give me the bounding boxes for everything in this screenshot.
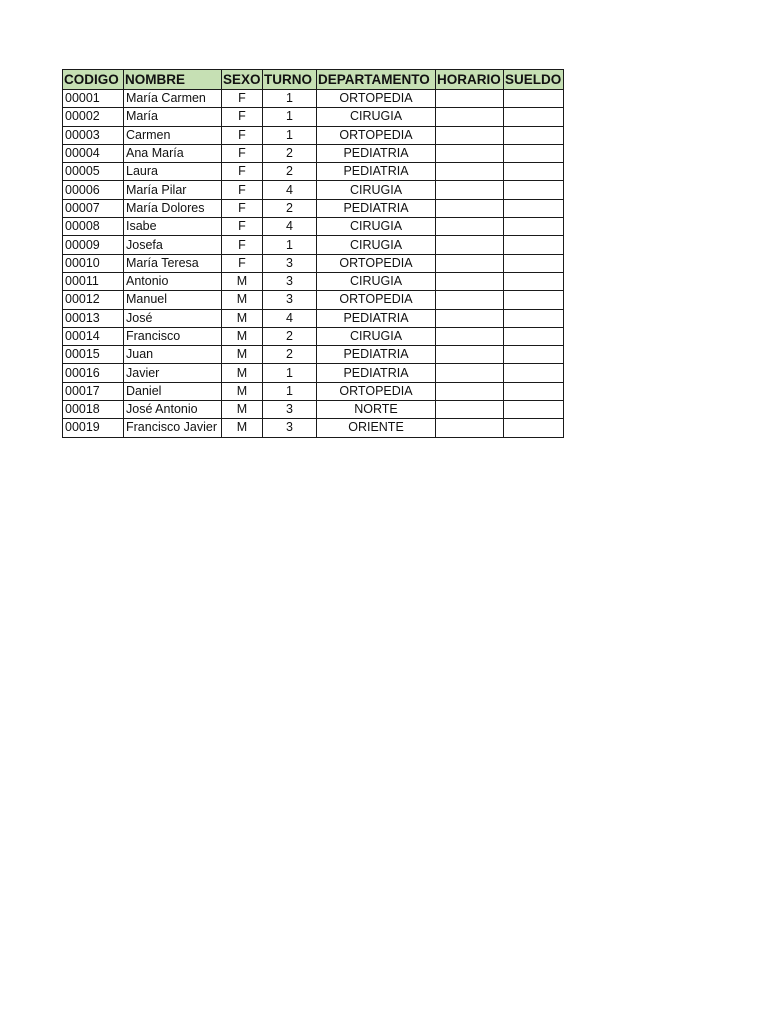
cell-departamento[interactable]: PEDIATRIA [317, 346, 436, 364]
column-header-nombre[interactable]: NOMBRE [124, 70, 222, 90]
cell-codigo[interactable]: 00019 [63, 419, 124, 437]
cell-codigo[interactable]: 00017 [63, 382, 124, 400]
cell-horario[interactable] [436, 163, 504, 181]
cell-turno[interactable]: 2 [263, 327, 317, 345]
cell-sueldo[interactable] [504, 126, 564, 144]
cell-sexo[interactable]: M [222, 419, 263, 437]
cell-codigo[interactable]: 00006 [63, 181, 124, 199]
table-row [63, 236, 564, 254]
cell-turno[interactable]: 3 [263, 419, 317, 437]
cell-horario[interactable] [436, 236, 504, 254]
cell-horario[interactable] [436, 126, 504, 144]
cell-sueldo[interactable] [504, 163, 564, 181]
cell-turno[interactable]: 3 [263, 254, 317, 272]
cell-departamento[interactable]: CIRUGIA [317, 236, 436, 254]
cell-departamento[interactable]: PEDIATRIA [317, 309, 436, 327]
cell-codigo[interactable]: 00013 [63, 309, 124, 327]
cell-sueldo[interactable] [504, 144, 564, 162]
cell-sueldo[interactable] [504, 199, 564, 217]
cell-nombre[interactable]: Ana María [124, 144, 222, 162]
table-row [63, 254, 564, 272]
cell-turno[interactable]: 3 [263, 401, 317, 419]
table-row [63, 346, 564, 364]
cell-departamento[interactable]: CIRUGIA [317, 272, 436, 290]
cell-horario[interactable] [436, 291, 504, 309]
cell-nombre[interactable]: Juan [124, 346, 222, 364]
cell-horario[interactable] [436, 309, 504, 327]
cell-departamento[interactable]: CIRUGIA [317, 108, 436, 126]
table-row [63, 199, 564, 217]
cell-nombre[interactable]: María Pilar [124, 181, 222, 199]
table-row [63, 327, 564, 345]
cell-sueldo[interactable] [504, 401, 564, 419]
cell-turno[interactable]: 1 [263, 382, 317, 400]
table-body [63, 90, 564, 438]
table-row [63, 108, 564, 126]
cell-nombre[interactable]: Francisco [124, 327, 222, 345]
table-row [63, 419, 564, 437]
cell-codigo[interactable]: 00012 [63, 291, 124, 309]
cell-sueldo[interactable] [504, 236, 564, 254]
cell-sexo[interactable]: M [222, 401, 263, 419]
cell-sueldo[interactable] [504, 218, 564, 236]
table-row [63, 163, 564, 181]
cell-horario[interactable] [436, 419, 504, 437]
cell-turno[interactable]: 1 [263, 236, 317, 254]
cell-turno[interactable]: 2 [263, 163, 317, 181]
cell-sexo[interactable]: F [222, 181, 263, 199]
table-row [63, 364, 564, 382]
cell-horario[interactable] [436, 218, 504, 236]
cell-sexo[interactable]: F [222, 254, 263, 272]
cell-codigo[interactable]: 00010 [63, 254, 124, 272]
table-row [63, 90, 564, 108]
cell-departamento[interactable]: CIRUGIA [317, 218, 436, 236]
cell-horario[interactable] [436, 346, 504, 364]
table-row [63, 291, 564, 309]
cell-codigo[interactable]: 00008 [63, 218, 124, 236]
cell-nombre[interactable]: Javier [124, 364, 222, 382]
cell-sexo[interactable]: M [222, 327, 263, 345]
cell-sueldo[interactable] [504, 181, 564, 199]
cell-codigo[interactable]: 00003 [63, 126, 124, 144]
cell-codigo[interactable]: 00009 [63, 236, 124, 254]
table-row [63, 272, 564, 290]
cell-turno[interactable]: 4 [263, 218, 317, 236]
cell-codigo[interactable]: 00004 [63, 144, 124, 162]
cell-horario[interactable] [436, 272, 504, 290]
cell-sexo[interactable]: F [222, 144, 263, 162]
cell-turno[interactable]: 1 [263, 364, 317, 382]
cell-sexo[interactable]: F [222, 199, 263, 217]
cell-nombre[interactable]: Francisco Javier [124, 419, 222, 437]
cell-nombre[interactable]: José Antonio [124, 401, 222, 419]
table-row [63, 144, 564, 162]
cell-codigo[interactable]: 00018 [63, 401, 124, 419]
cell-horario[interactable] [436, 90, 504, 108]
column-header-horario[interactable]: HORARIO [436, 70, 504, 90]
cell-horario[interactable] [436, 108, 504, 126]
cell-sexo[interactable]: F [222, 218, 263, 236]
cell-nombre[interactable]: Manuel [124, 291, 222, 309]
table-row [63, 126, 564, 144]
table-row [63, 218, 564, 236]
cell-sexo[interactable]: F [222, 90, 263, 108]
cell-sueldo[interactable] [504, 419, 564, 437]
cell-departamento[interactable]: ORTOPEDIA [317, 291, 436, 309]
column-header-sueldo[interactable]: SUELDO [504, 70, 564, 90]
cell-sueldo[interactable] [504, 364, 564, 382]
cell-nombre[interactable]: María [124, 108, 222, 126]
cell-turno[interactable]: 1 [263, 90, 317, 108]
cell-departamento[interactable]: ORTOPEDIA [317, 254, 436, 272]
cell-horario[interactable] [436, 327, 504, 345]
cell-sueldo[interactable] [504, 108, 564, 126]
cell-nombre[interactable]: Carmen [124, 126, 222, 144]
cell-departamento[interactable]: CIRUGIA [317, 181, 436, 199]
spreadsheet-sheet [62, 69, 564, 438]
cell-turno[interactable]: 1 [263, 126, 317, 144]
cell-codigo[interactable]: 00007 [63, 199, 124, 217]
cell-nombre[interactable]: José [124, 309, 222, 327]
cell-horario[interactable] [436, 199, 504, 217]
cell-sexo[interactable]: F [222, 163, 263, 181]
cell-sexo[interactable]: M [222, 382, 263, 400]
cell-codigo[interactable]: 00014 [63, 327, 124, 345]
cell-turno[interactable]: 2 [263, 346, 317, 364]
column-header-codigo[interactable]: CODIGO [63, 70, 124, 90]
cell-codigo[interactable]: 00002 [63, 108, 124, 126]
cell-sueldo[interactable] [504, 90, 564, 108]
cell-sueldo[interactable] [504, 309, 564, 327]
cell-turno[interactable]: 4 [263, 309, 317, 327]
cell-nombre[interactable]: María Teresa [124, 254, 222, 272]
cell-codigo[interactable]: 00011 [63, 272, 124, 290]
cell-codigo[interactable]: 00005 [63, 163, 124, 181]
cell-horario[interactable] [436, 254, 504, 272]
cell-departamento[interactable]: ORIENTE [317, 419, 436, 437]
cell-sexo[interactable]: M [222, 346, 263, 364]
cell-sexo[interactable]: M [222, 291, 263, 309]
employee-table [62, 69, 564, 438]
cell-sexo[interactable]: M [222, 309, 263, 327]
cell-turno[interactable]: 3 [263, 291, 317, 309]
cell-sueldo[interactable] [504, 254, 564, 272]
cell-nombre[interactable]: María Carmen [124, 90, 222, 108]
table-row [63, 401, 564, 419]
cell-horario[interactable] [436, 181, 504, 199]
cell-horario[interactable] [436, 401, 504, 419]
cell-turno[interactable]: 4 [263, 181, 317, 199]
cell-nombre[interactable]: Josefa [124, 236, 222, 254]
table-header-row [63, 70, 564, 90]
cell-departamento[interactable]: NORTE [317, 401, 436, 419]
cell-horario[interactable] [436, 144, 504, 162]
cell-sexo[interactable]: M [222, 272, 263, 290]
cell-sueldo[interactable] [504, 382, 564, 400]
cell-horario[interactable] [436, 364, 504, 382]
cell-sueldo[interactable] [504, 327, 564, 345]
cell-codigo[interactable]: 00001 [63, 90, 124, 108]
cell-turno[interactable]: 2 [263, 144, 317, 162]
cell-departamento[interactable]: ORTOPEDIA [317, 126, 436, 144]
cell-nombre[interactable]: Isabe [124, 218, 222, 236]
cell-departamento[interactable]: ORTOPEDIA [317, 90, 436, 108]
cell-departamento[interactable]: ORTOPEDIA [317, 382, 436, 400]
cell-sexo[interactable]: F [222, 108, 263, 126]
column-header-turno[interactable]: TURNO [263, 70, 317, 90]
cell-turno[interactable]: 3 [263, 272, 317, 290]
cell-sexo[interactable]: F [222, 126, 263, 144]
cell-nombre[interactable]: Antonio [124, 272, 222, 290]
column-header-sexo[interactable]: SEXO [222, 70, 263, 90]
cell-departamento[interactable]: PEDIATRIA [317, 364, 436, 382]
cell-departamento[interactable]: CIRUGIA [317, 327, 436, 345]
cell-sueldo[interactable] [504, 272, 564, 290]
cell-departamento[interactable]: PEDIATRIA [317, 163, 436, 181]
cell-nombre[interactable]: María Dolores [124, 199, 222, 217]
cell-nombre[interactable]: Daniel [124, 382, 222, 400]
cell-nombre[interactable]: Laura [124, 163, 222, 181]
table-row [63, 382, 564, 400]
cell-codigo[interactable]: 00016 [63, 364, 124, 382]
cell-sexo[interactable]: M [222, 364, 263, 382]
cell-codigo[interactable]: 00015 [63, 346, 124, 364]
cell-departamento[interactable]: PEDIATRIA [317, 144, 436, 162]
cell-sueldo[interactable] [504, 346, 564, 364]
table-row [63, 181, 564, 199]
table-row [63, 309, 564, 327]
column-header-departamento[interactable]: DEPARTAMENTO [317, 70, 436, 90]
cell-horario[interactable] [436, 382, 504, 400]
cell-sexo[interactable]: F [222, 236, 263, 254]
cell-turno[interactable]: 2 [263, 199, 317, 217]
cell-turno[interactable]: 1 [263, 108, 317, 126]
cell-sueldo[interactable] [504, 291, 564, 309]
cell-departamento[interactable]: PEDIATRIA [317, 199, 436, 217]
